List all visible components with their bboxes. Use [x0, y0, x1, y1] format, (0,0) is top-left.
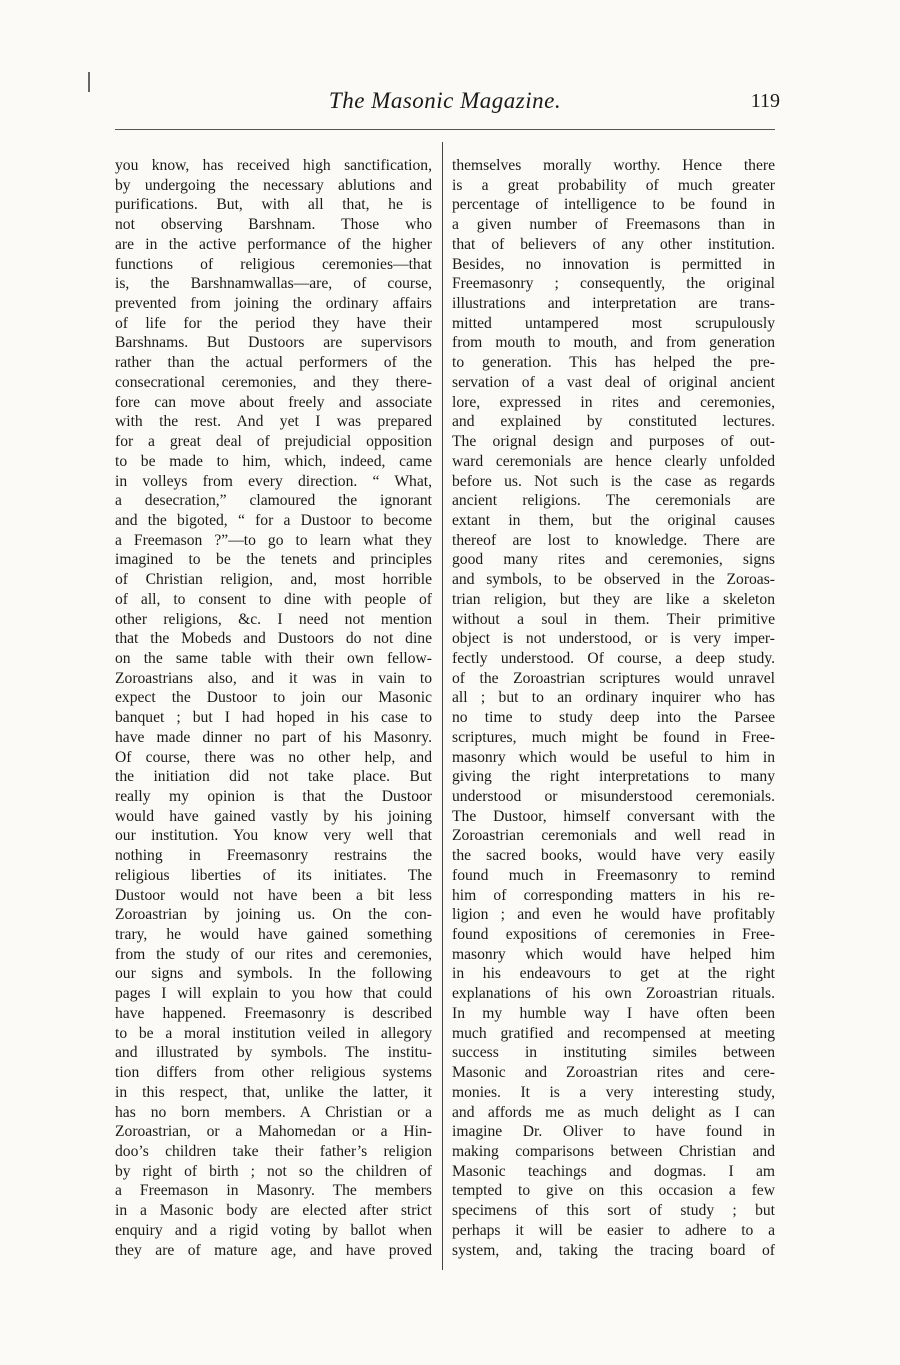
- text-line: a given number of Freemasons than in: [452, 216, 775, 234]
- text-line: a desecration,” clamoured the ignorant: [115, 492, 432, 510]
- text-line: trian religion, but they are like a skeleton: [452, 590, 775, 608]
- text-line: system, and, taking the tracing board of: [452, 1241, 775, 1259]
- text-line: Zoroastrians also, and it was in vain to: [115, 669, 432, 687]
- text-line: The orignal design and purposes of out-: [452, 433, 775, 451]
- text-line: imagined to be the tenets and principles: [115, 551, 432, 569]
- text-line: Masonic teachings and dogmas. I am: [452, 1162, 775, 1180]
- text-line: of life for the period they have their: [115, 314, 432, 332]
- text-line: other religions, &c. I need not mention: [115, 610, 432, 628]
- text-line: is a great probability of much greater: [452, 176, 775, 194]
- text-line: object is not understood, or is very imper-: [452, 630, 775, 648]
- text-line: banquet ; but I had hoped in his case to: [115, 709, 432, 727]
- text-line: to generation. This has helped the pre-: [452, 354, 775, 372]
- text-line: making comparisons between Christian and: [452, 1142, 775, 1160]
- text-line: masonry which would be useful to him in: [452, 748, 775, 766]
- text-line: in his endeavours to get at the right: [452, 965, 775, 983]
- text-line: illustrations and interpretation are trans-: [452, 295, 775, 313]
- text-line: ancient religions. The ceremonials are: [452, 492, 775, 510]
- text-line: you know, has received high sanctification,: [115, 157, 432, 174]
- text-line: of all, to consent to dine with people of: [115, 590, 432, 608]
- text-line: The Dustoor, himself conversant with the: [452, 807, 775, 825]
- text-line: Zoroastrian ceremonials and well read in: [452, 827, 775, 845]
- text-line: would have gained vastly by his joining: [115, 807, 432, 825]
- text-line: really my opinion is that the Dustoor: [115, 788, 432, 805]
- text-line: and symbols, to be observed in the Zoroas-: [452, 571, 775, 589]
- text-line: a Freemason ?”—to go to learn what they: [115, 531, 432, 549]
- header-rule: [115, 129, 775, 130]
- text-line: and the bigoted, “ for a Dustoor to become: [115, 511, 432, 529]
- text-line: to be a moral institution veiled in allegory: [115, 1024, 432, 1042]
- text-line: extant in them, but the original causes: [452, 511, 775, 529]
- text-line: have happened. Freemasonry is described: [115, 1004, 432, 1022]
- text-line: tempted to give on this occasion a few: [452, 1182, 775, 1200]
- text-line: no time to study deep into the Parsee: [452, 709, 775, 727]
- text-line: the sacred books, would have very easily: [452, 847, 775, 865]
- text-line: mitted untampered most scrupulously: [452, 314, 775, 332]
- text-line: perhaps it will be easier to adhere to a: [452, 1221, 775, 1239]
- right-text-column: [452, 156, 775, 1260]
- text-line: has no born members. A Christian or a: [115, 1103, 432, 1121]
- text-line: scriptures, much might be found in Free-: [452, 728, 775, 746]
- text-line: of Christian religion, and, most horrible: [115, 571, 432, 589]
- text-line: imagine Dr. Oliver to have found in: [452, 1123, 775, 1141]
- text-line: good many rites and ceremonies, signs: [452, 551, 775, 569]
- text-line: him of corresponding matters in his re-: [452, 886, 775, 904]
- text-line: without a soul in them. Their primitive: [452, 610, 775, 628]
- text-line: by right of birth ; not so the children of: [115, 1162, 432, 1180]
- text-line: is, the Barshnamwallas—are, of course,: [115, 275, 432, 293]
- text-line: pages I will explain to you how that could: [115, 985, 432, 1003]
- text-line: success in instituting similes between: [452, 1044, 775, 1062]
- text-line: ward ceremonials are hence clearly unfolded: [452, 452, 775, 470]
- text-line: found expositions of ceremonies in Free-: [452, 926, 775, 944]
- text-line: Freemasonry ; consequently, the original: [452, 275, 775, 293]
- text-line: Dustoor would not have been a bit less: [115, 886, 432, 904]
- text-line: in a Masonic body are elected after strict: [115, 1202, 432, 1220]
- text-line: purifications. But, with all that, he is: [115, 196, 432, 214]
- text-line: much gratified and recompensed at meeting: [452, 1024, 775, 1042]
- text-line: thereof are lost to knowledge. There are: [452, 531, 775, 549]
- text-line: themselves morally worthy. Hence there: [452, 157, 775, 174]
- text-line: and illustrated by symbols. The institu-: [115, 1044, 432, 1062]
- text-line: all ; but to an ordinary inquirer who has: [452, 689, 775, 707]
- text-line: with the rest. And yet I was prepared: [115, 413, 432, 431]
- text-line: monies. It is a very interesting study,: [452, 1083, 775, 1101]
- text-line: in volleys from every direction. “ What,: [115, 472, 432, 490]
- text-line: our signs and symbols. In the following: [115, 965, 432, 983]
- text-line: Zoroastrian, or a Mahomedan or a Hin-: [115, 1123, 432, 1141]
- running-title: The Masonic Magazine.: [328, 88, 562, 113]
- text-line: our institution. You know very well that: [115, 827, 432, 845]
- text-line: the initiation did not take place. But: [115, 768, 432, 786]
- text-line: understood or misunderstood ceremonials.: [452, 788, 775, 805]
- text-line: Of course, there was no other help, and: [115, 748, 432, 766]
- text-line: of the Zoroastrian scriptures would unravel: [452, 669, 775, 687]
- text-line: Besides, no innovation is permitted in: [452, 255, 775, 273]
- text-line: servation of a vast deal of original ancient: [452, 373, 775, 391]
- text-line: they are of mature age, and have proved: [115, 1241, 432, 1259]
- text-line: for a great deal of prejudicial opposition: [115, 433, 432, 451]
- text-line: lore, expressed in rites and ceremonies,: [452, 393, 775, 411]
- text-line: consecrational ceremonies, and they there-: [115, 373, 432, 391]
- text-line: found much in Freemasonry to remind: [452, 866, 775, 884]
- page-number: 119: [750, 90, 780, 112]
- text-line: expect the Dustoor to join our Masonic: [115, 689, 432, 707]
- text-line: before us. Not such is the case as regards: [452, 472, 775, 490]
- text-line: rather than the actual performers of the: [115, 354, 432, 372]
- text-line: religious liberties of its initiates. The: [115, 866, 432, 884]
- text-line: are in the active performance of the higher: [115, 235, 432, 253]
- text-line: that the Mobeds and Dustoors do not dine: [115, 630, 432, 648]
- text-line: on the same table with their own fellow-: [115, 649, 432, 667]
- text-line: fectly understood. Of course, a deep study.: [452, 649, 775, 667]
- text-line: doo’s children take their father’s religion: [115, 1142, 432, 1160]
- text-line: specimens of this sort of study ; but: [452, 1202, 775, 1220]
- text-line: not observing Barshnam. Those who: [115, 216, 432, 234]
- text-line: nothing in Freemasonry restrains the: [115, 847, 432, 865]
- left-text-column: [115, 156, 432, 1260]
- text-line: prevented from joining the ordinary affairs: [115, 295, 432, 313]
- text-line: that of believers of any other institution.: [452, 235, 775, 253]
- text-line: from the study of our rites and ceremonies,: [115, 945, 432, 963]
- text-line: a Freemason in Masonry. The members: [115, 1182, 432, 1200]
- text-line: percentage of intelligence to be found in: [452, 196, 775, 214]
- text-line: Zoroastrian by joining us. On the con-: [115, 906, 432, 924]
- text-line: trary, he would have gained something: [115, 926, 432, 944]
- text-line: Masonic and Zoroastrian rites and cere-: [452, 1064, 775, 1082]
- text-line: functions of religious ceremonies—that: [115, 255, 432, 273]
- text-line: masonry which would have helped him: [452, 945, 775, 963]
- margin-mark: [88, 72, 90, 92]
- text-line: explanations of his own Zoroastrian rituals.: [452, 985, 775, 1003]
- text-line: giving the right interpretations to many: [452, 768, 775, 786]
- column-divider: [442, 142, 443, 1270]
- text-line: tion differs from other religious systems: [115, 1064, 432, 1082]
- text-line: have made dinner no part of his Masonry.: [115, 728, 432, 746]
- text-line: by undergoing the necessary ablutions and: [115, 176, 432, 194]
- text-line: Barshnams. But Dustoors are supervisors: [115, 334, 432, 352]
- text-line: fore can move about freely and associate: [115, 393, 432, 411]
- text-line: in this respect, that, unlike the latter, it: [115, 1083, 432, 1101]
- text-line: ligion ; and even he would have profitably: [452, 906, 775, 924]
- text-line: enquiry and a rigid voting by ballot when: [115, 1221, 432, 1239]
- text-line: In my humble way I have often been: [452, 1004, 775, 1022]
- text-line: and explained by constituted lectures.: [452, 413, 775, 431]
- text-line: from mouth to mouth, and from generation: [452, 334, 775, 352]
- text-line: to be made to him, which, indeed, came: [115, 452, 432, 470]
- text-line: and affords me as much delight as I can: [452, 1103, 775, 1121]
- page-header: [110, 88, 780, 124]
